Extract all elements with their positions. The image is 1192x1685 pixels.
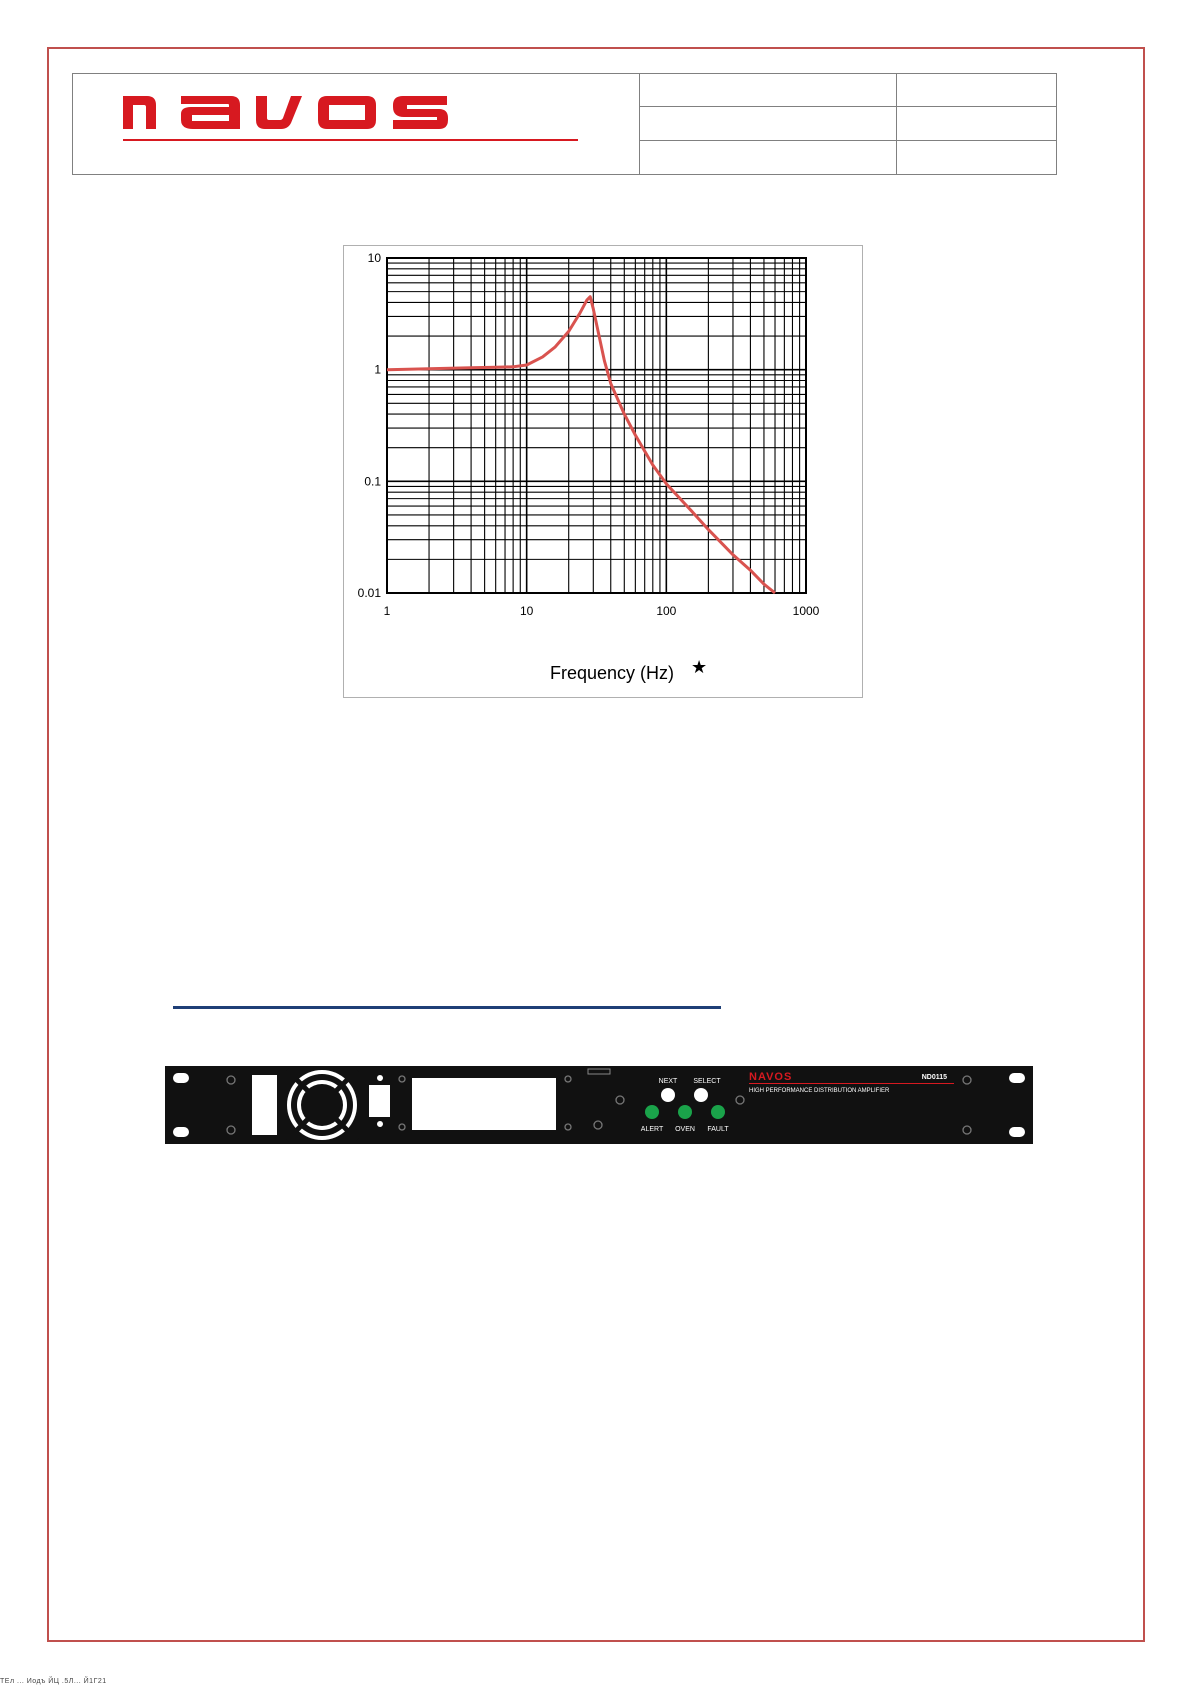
x-tick-label: 10 <box>519 604 534 618</box>
navos-logo <box>73 74 640 174</box>
chart-svg <box>344 246 862 697</box>
next-button-label: NEXT <box>658 1078 678 1085</box>
select-button[interactable] <box>694 1088 708 1102</box>
y-tick-label: 0.01 <box>357 586 381 600</box>
switch-indicator <box>377 1121 383 1127</box>
header-cell-r3c2 <box>897 141 1056 174</box>
panel-product-line: HIGH PERFORMANCE DISTRIBUTION AMPLIFIER <box>749 1088 890 1094</box>
y-tick-label: 1 <box>374 362 381 377</box>
y-tick-label: 10 <box>367 251 381 265</box>
rack-slot-br <box>1009 1127 1025 1137</box>
x-tick-label: 100 <box>656 604 677 618</box>
fault-led <box>711 1105 725 1119</box>
header-cell-r3c1 <box>640 141 897 174</box>
section-heading-underline <box>173 1006 721 1009</box>
frequency-response-chart <box>343 245 863 698</box>
front-panel-svg <box>165 1066 1033 1144</box>
front-panel-drawing <box>165 1066 1033 1144</box>
display-window <box>412 1078 556 1130</box>
alert-led-label: ALERT <box>640 1126 664 1133</box>
panel-brand-logo: NAVOS <box>749 1071 793 1083</box>
x-axis-label: Frequency (Hz) <box>549 663 675 683</box>
y-tick-label: 0.1 <box>364 474 381 489</box>
rack-slot-bl <box>173 1127 189 1137</box>
logo-underline <box>123 139 578 141</box>
select-button-label: SELECT <box>693 1078 721 1085</box>
oven-led <box>678 1105 692 1119</box>
header-cell-r2c2 <box>897 107 1056 141</box>
rack-slot-tl <box>173 1073 189 1083</box>
chart-grid <box>387 258 806 593</box>
next-button[interactable] <box>661 1088 675 1102</box>
logo-cell <box>73 74 640 174</box>
navos-logo-letters <box>123 96 448 129</box>
document-header <box>72 73 1057 175</box>
power-switch[interactable] <box>369 1085 390 1117</box>
x-axis-label-mark: ★ <box>691 657 708 677</box>
x-tick-label: 1 <box>383 604 391 618</box>
panel-brand-rule <box>749 1083 954 1084</box>
fan-icon <box>287 1070 357 1140</box>
plot-area <box>387 258 806 593</box>
x-tick-label: 1000 <box>792 604 820 618</box>
switch-indicator <box>377 1075 383 1081</box>
header-cell-r2c1 <box>640 107 897 141</box>
power-inlet <box>252 1075 277 1135</box>
panel-model-number: ND0115 <box>921 1074 947 1081</box>
header-cell-r1c2 <box>897 74 1056 107</box>
header-cell-r1c1 <box>640 74 897 107</box>
footer-fragment: ТЕл ... Иодъ ЙЦ .5Л... Й1Г21 <box>0 1678 107 1685</box>
alert-led <box>645 1105 659 1119</box>
rack-slot-tr <box>1009 1073 1025 1083</box>
oven-led-label: OVEN <box>675 1126 695 1133</box>
fault-led-label: FAULT <box>707 1126 729 1133</box>
